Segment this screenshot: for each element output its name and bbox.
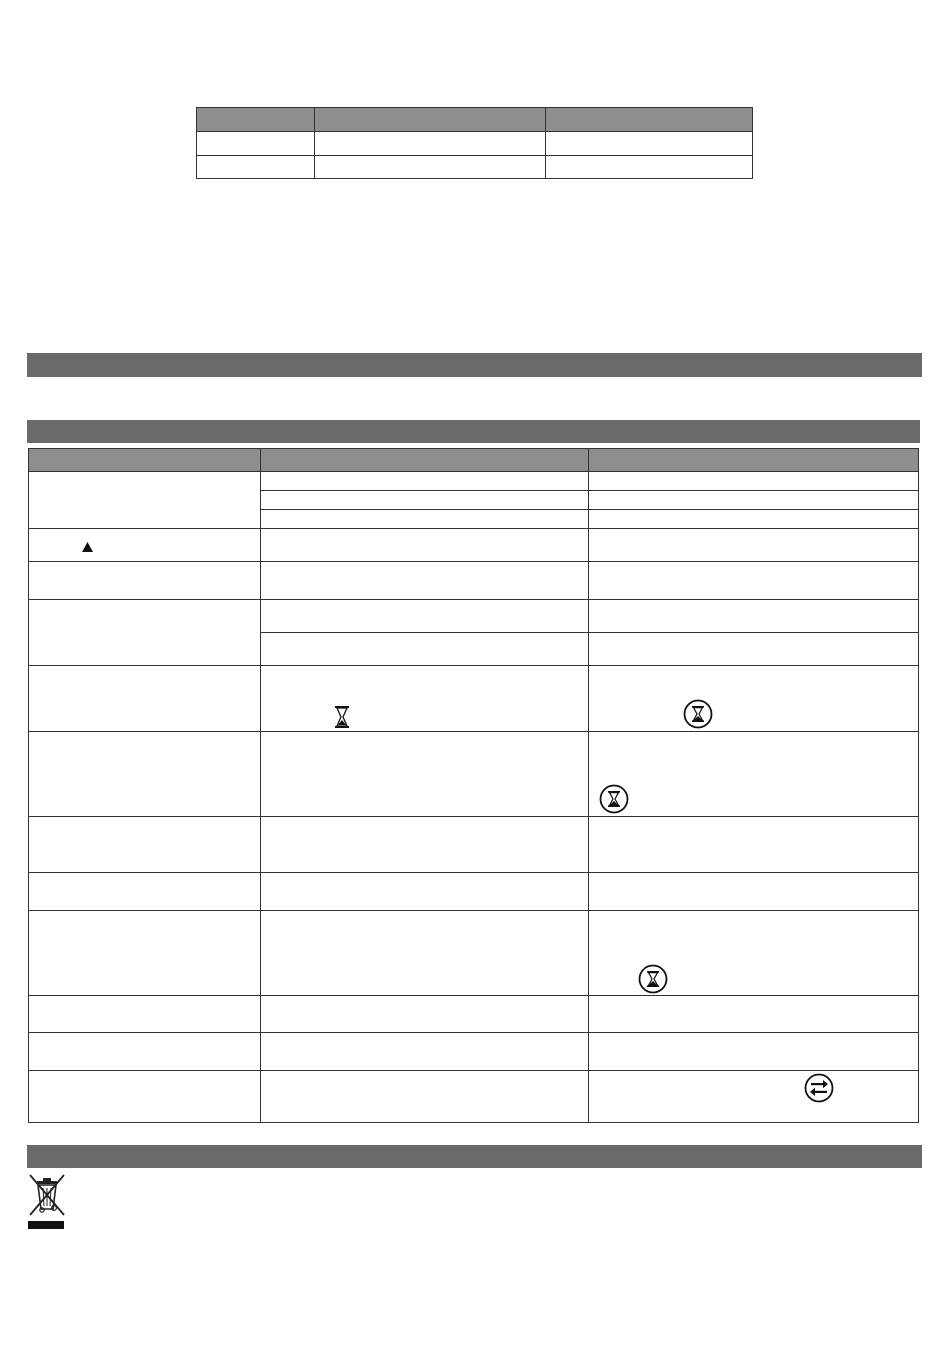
cause-cell — [260, 528, 589, 562]
spec-table — [196, 107, 753, 179]
cause-cell — [260, 665, 589, 732]
cause-cell — [260, 490, 589, 510]
trouble-header-problem — [28, 448, 261, 472]
cause-cell — [260, 731, 589, 817]
spec-cell — [196, 131, 315, 156]
solution-cell — [588, 471, 919, 491]
cause-cell — [260, 910, 589, 996]
trouble-header-cause — [260, 448, 589, 472]
solution-cell — [588, 490, 919, 510]
spec-header-cell-3 — [545, 107, 753, 132]
problem-cell — [28, 816, 261, 873]
spec-cell — [314, 155, 546, 179]
problem-cell — [28, 528, 261, 562]
solution-cell — [588, 632, 919, 666]
solution-cell — [588, 995, 919, 1033]
cause-cell — [260, 816, 589, 873]
solution-cell — [588, 816, 919, 873]
section-bar-2 — [27, 420, 920, 443]
spec-header-cell-2 — [314, 107, 546, 132]
hourglass-icon — [335, 706, 349, 728]
problem-cell — [28, 910, 261, 996]
solution-cell — [588, 731, 919, 817]
hourglass-circle-icon — [683, 699, 713, 729]
solution-cell — [588, 1070, 919, 1123]
hourglass-circle-icon — [638, 964, 668, 994]
spec-header-cell-1 — [196, 107, 315, 132]
cause-cell — [260, 995, 589, 1033]
problem-cell — [28, 995, 261, 1033]
crossed-bin-icon — [26, 1173, 68, 1231]
solution-cell — [588, 665, 919, 732]
cause-cell — [260, 471, 589, 491]
triangle-up-icon — [82, 542, 93, 552]
cause-cell — [260, 599, 589, 633]
spec-cell — [314, 131, 546, 156]
hourglass-circle-icon — [599, 784, 629, 814]
cause-cell — [260, 1032, 589, 1071]
cause-cell — [260, 561, 589, 600]
solution-cell — [588, 599, 919, 633]
section-bar-3 — [27, 1145, 922, 1168]
problem-cell — [28, 561, 261, 600]
problem-cell — [28, 872, 261, 911]
cause-cell — [260, 509, 589, 529]
solution-cell — [588, 1032, 919, 1071]
spec-cell — [196, 155, 315, 179]
solution-cell — [588, 561, 919, 600]
solution-cell — [588, 872, 919, 911]
problem-cell — [28, 731, 261, 817]
solution-cell — [588, 528, 919, 562]
cause-cell — [260, 872, 589, 911]
cause-cell — [260, 632, 589, 666]
problem-cell — [28, 665, 261, 732]
spec-cell — [545, 155, 753, 179]
trouble-header-solution — [588, 448, 919, 472]
spec-cell — [545, 131, 753, 156]
section-bar-1 — [27, 353, 922, 377]
problem-cell — [28, 1032, 261, 1071]
solution-cell — [588, 509, 919, 529]
problem-cell — [28, 471, 261, 529]
swap-arrows-icon — [804, 1073, 834, 1103]
problem-cell — [28, 599, 261, 666]
problem-cell — [28, 1070, 261, 1123]
solution-cell — [588, 910, 919, 996]
troubleshooting-table — [28, 448, 919, 1123]
cause-cell — [260, 1070, 589, 1123]
